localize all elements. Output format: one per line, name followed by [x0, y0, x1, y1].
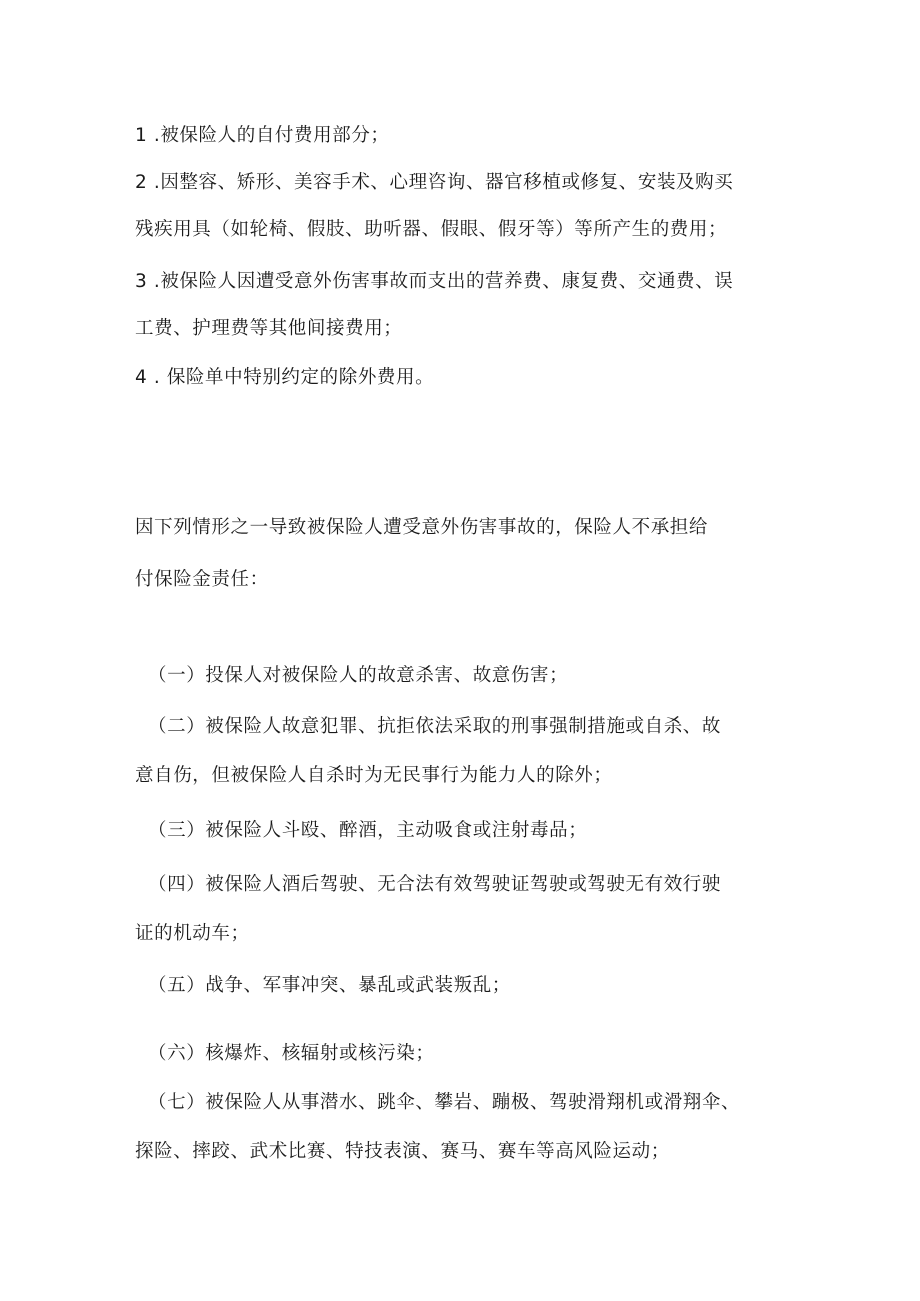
clause-7: （七）被保险人从事潜水、跳伞、攀岩、蹦极、驾驶滑翔机或滑翔伞、: [148, 1092, 741, 1113]
list-item-number: 3: [135, 271, 148, 292]
list-item-text: .被保险人的自付费用部分；: [147, 125, 390, 146]
list-item-number: 1: [135, 125, 148, 146]
clause-2: （二）被保险人故意犯罪、抗拒依法采取的刑事强制措施或自杀、故: [148, 716, 722, 737]
list-item-1: [135, 123, 390, 149]
list-item-3: [135, 269, 733, 295]
clause-7-continued: 探险、摔跤、武术比赛、特技表演、赛马、赛车等高风险运动；: [135, 1141, 670, 1162]
clause-3: （三）被保险人斗殴、醉酒，主动吸食或注射毒品；: [148, 820, 588, 841]
list-item-number: 4: [135, 367, 148, 388]
clause-5: （五）战争、军事冲突、暴乱或武装叛乱；: [148, 975, 511, 996]
list-item-text: .因整容、矫形、美容手术、心理咨询、器官移植或修复、安装及购买: [147, 172, 734, 193]
list-item-2: [135, 170, 733, 196]
intro-paragraph-continued: 付保险金责任：: [135, 569, 269, 590]
clause-1: （一）投保人对被保险人的故意杀害、故意伤害；: [148, 665, 569, 686]
clause-2-continued: 意自伤，但被保险人自杀时为无民事行为能力人的除外；: [135, 765, 613, 786]
list-item-number: 2: [135, 172, 148, 193]
list-item-text: .被保险人因遭受意外伤害事故而支出的营养费、康复费、交通费、误: [147, 271, 734, 292]
list-item-text: . 保险单中特别约定的除外费用。: [147, 367, 435, 388]
clause-4: （四）被保险人酒后驾驶、无合法有效驾驶证驾驶或驾驶无有效行驶: [148, 874, 722, 895]
list-item-3-continued: 工费、护理费等其他间接费用；: [135, 318, 403, 339]
list-item-2-continued: 残疾用具（如轮椅、假肢、助听器、假眼、假牙等）等所产生的费用；: [135, 219, 728, 240]
list-item-4: [135, 365, 434, 391]
clause-6: （六）核爆炸、核辐射或核污染；: [148, 1043, 435, 1064]
intro-paragraph: 因下列情形之一导致被保险人遭受意外伤害事故的，保险人不承担给: [135, 517, 709, 538]
clause-4-continued: 证的机动车；: [135, 923, 250, 944]
